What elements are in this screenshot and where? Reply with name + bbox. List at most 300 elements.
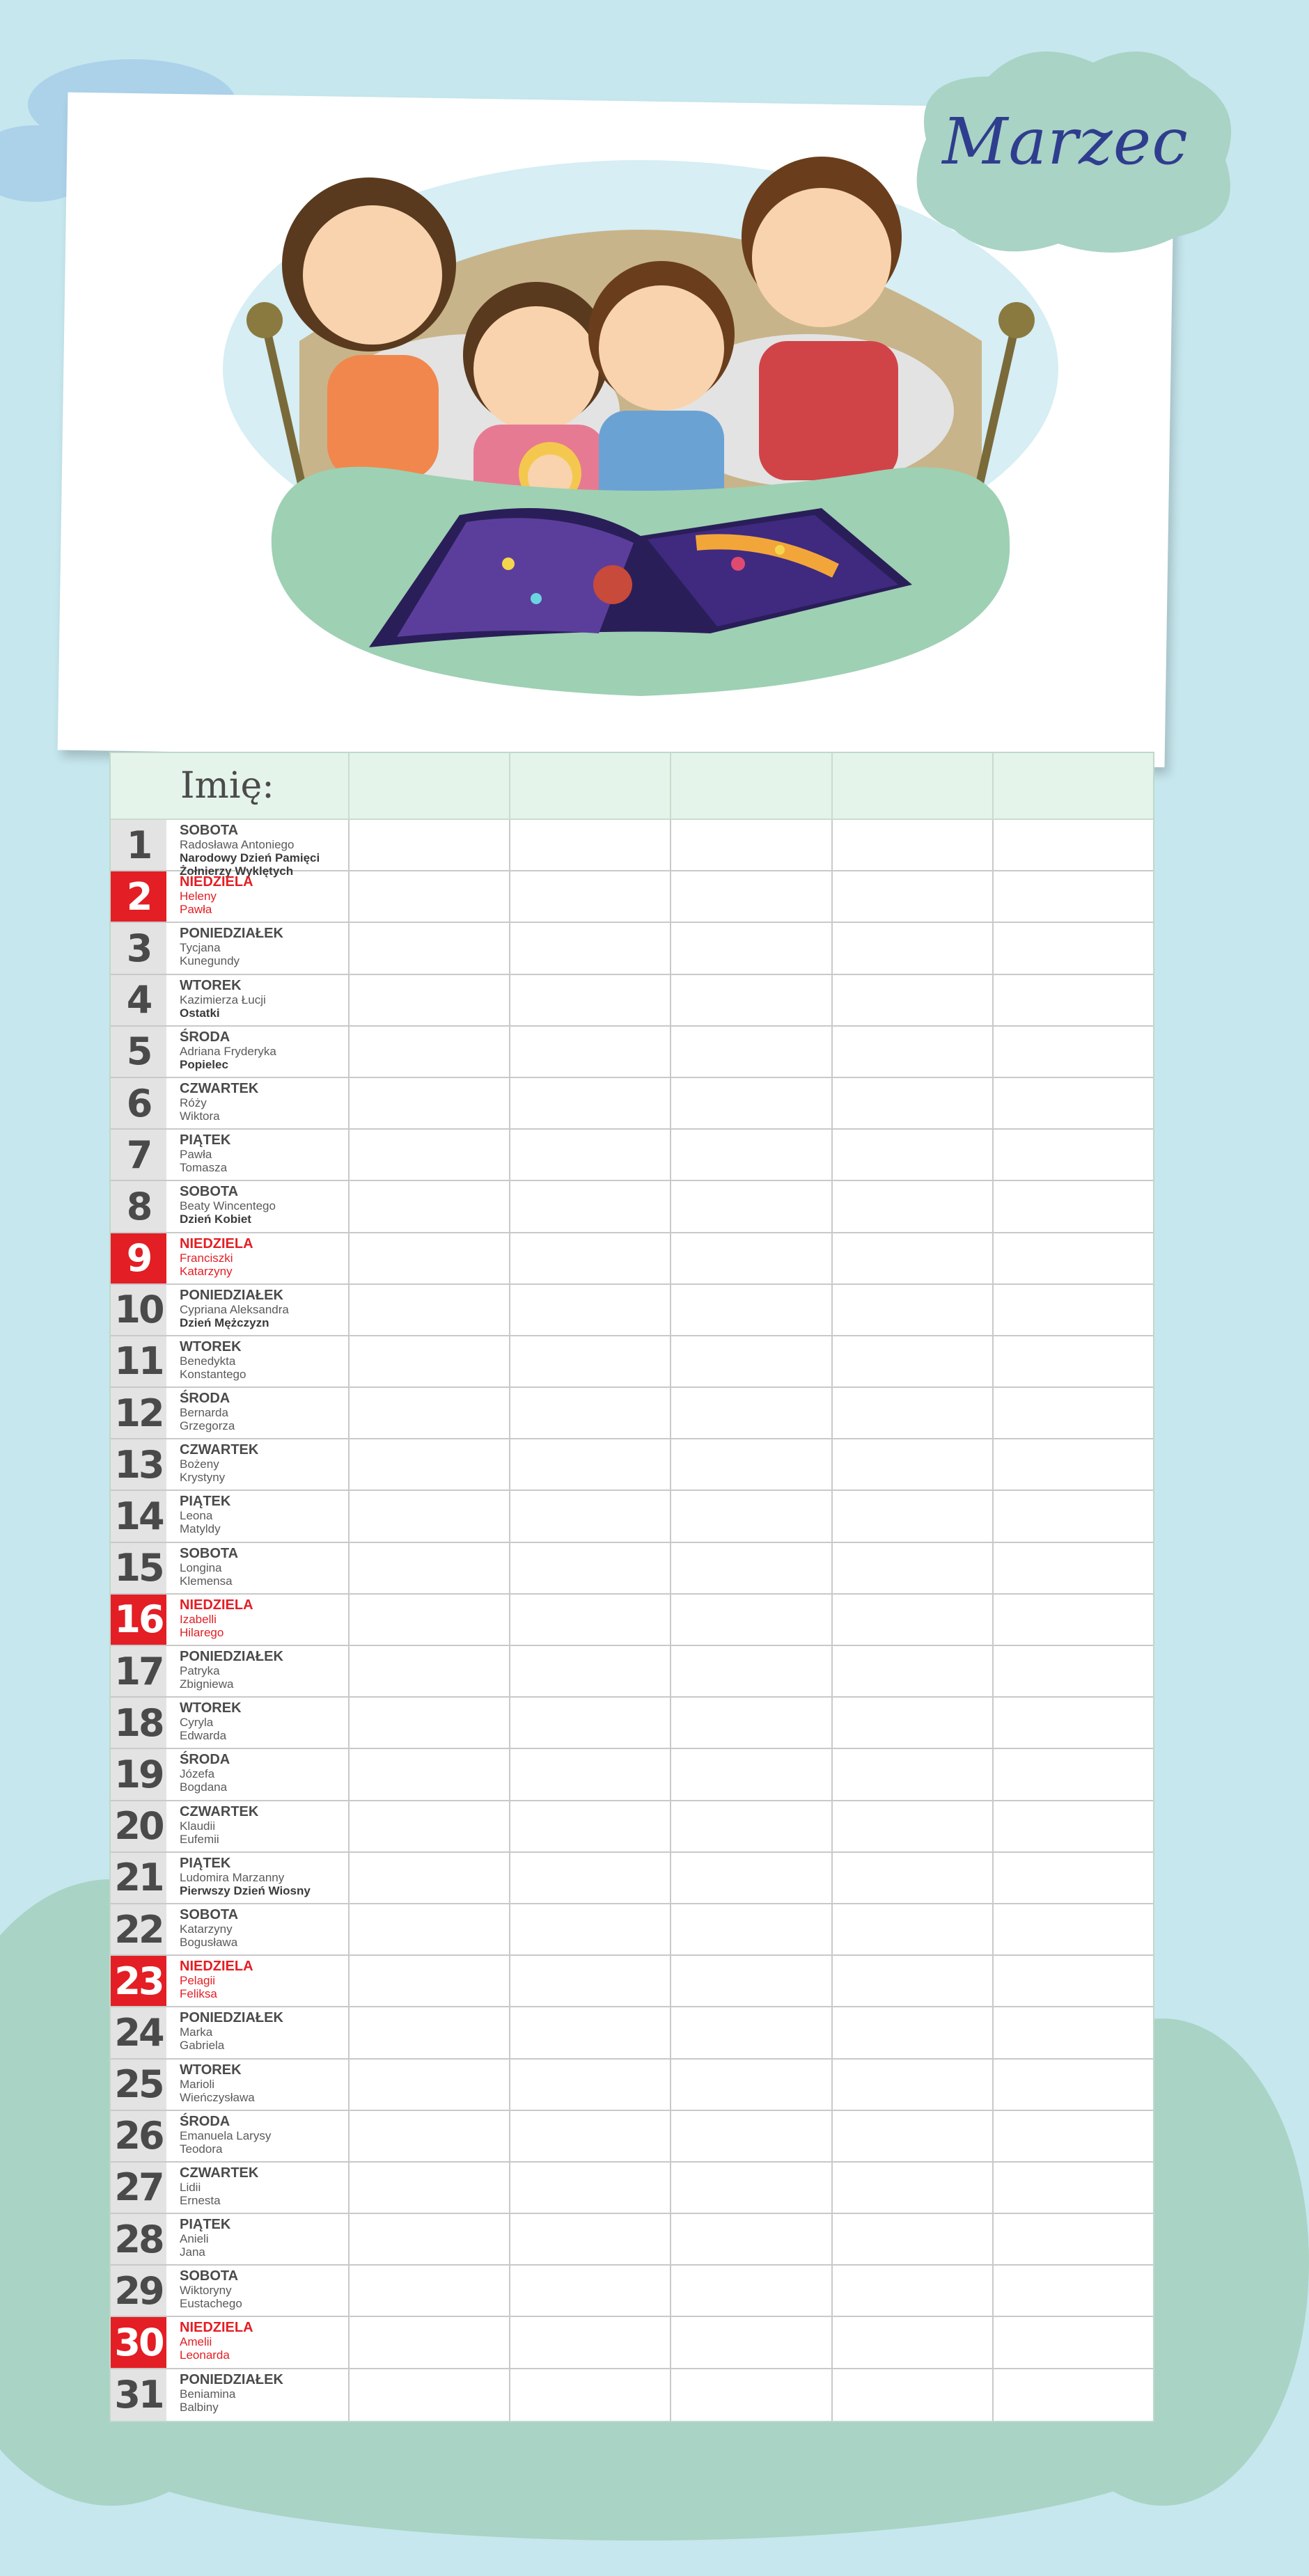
- name-day: Matyldy: [180, 1522, 221, 1536]
- day-number: 25: [111, 2060, 166, 2110]
- entry-cell[interactable]: [350, 2163, 510, 2213]
- entry-cell[interactable]: [994, 1698, 1153, 1748]
- entry-cell[interactable]: [350, 1078, 510, 1128]
- entry-cell[interactable]: [350, 923, 510, 973]
- name-day: Zbigniewa: [180, 1677, 234, 1691]
- holiday-label: Dzień Kobiet: [180, 1212, 251, 1226]
- name-entry-column-3[interactable]: [671, 753, 832, 819]
- weekday-label: PONIEDZIAŁEK: [180, 2371, 283, 2387]
- entry-cell[interactable]: [510, 2317, 671, 2367]
- table-row: [111, 1904, 1153, 1956]
- entry-cell[interactable]: [510, 1285, 671, 1335]
- entry-cell[interactable]: [994, 1285, 1153, 1335]
- day-number: 12: [111, 1388, 166, 1438]
- entry-cell[interactable]: [671, 1749, 832, 1799]
- weekday-label: PIĄTEK: [180, 2217, 231, 2233]
- entry-cell[interactable]: [994, 975, 1153, 1025]
- name-day: Józefa: [180, 1767, 215, 1781]
- name-day: Pelagii: [180, 1974, 216, 1988]
- entry-cell[interactable]: [994, 2214, 1153, 2264]
- entry-cell[interactable]: [350, 1233, 510, 1283]
- month-title: Marzec: [942, 104, 1189, 179]
- entry-cell[interactable]: [671, 2214, 832, 2264]
- entry-cell[interactable]: [510, 2007, 671, 2057]
- table-row: [111, 1646, 1153, 1698]
- day-number: 4: [111, 975, 166, 1025]
- entry-cell[interactable]: [671, 1646, 832, 1696]
- entry-cell[interactable]: [510, 1130, 671, 1180]
- entry-cell[interactable]: [994, 1646, 1153, 1696]
- entry-cell[interactable]: [671, 1388, 832, 1438]
- name-day: Izabelli: [180, 1612, 217, 1626]
- table-row: [111, 975, 1153, 1027]
- entry-cell[interactable]: [350, 2007, 510, 2057]
- entry-cell[interactable]: [510, 871, 671, 922]
- entry-cell[interactable]: [350, 2111, 510, 2161]
- name-day: Feliksa: [180, 1987, 217, 2001]
- name-day: Konstantego: [180, 1367, 246, 1381]
- entry-cell[interactable]: [510, 1956, 671, 2006]
- entry-cell[interactable]: [510, 1749, 671, 1799]
- entry-cell[interactable]: [510, 1595, 671, 1645]
- entry-cell[interactable]: [510, 2111, 671, 2161]
- day-info: [166, 1439, 350, 1490]
- day-info: [166, 2214, 350, 2264]
- entry-cell[interactable]: [994, 2111, 1153, 2161]
- day-info: [166, 1078, 350, 1128]
- entry-cell[interactable]: [994, 1904, 1153, 1954]
- entry-cell[interactable]: [833, 1801, 994, 1851]
- entry-cell[interactable]: [350, 1491, 510, 1541]
- entry-cell[interactable]: [833, 1749, 994, 1799]
- day-info: [166, 1388, 350, 1438]
- name-day: Leona: [180, 1509, 213, 1523]
- name-day: Róży: [180, 1096, 207, 1109]
- weekday-label: PONIEDZIAŁEK: [180, 926, 283, 942]
- entry-cell[interactable]: [671, 1801, 832, 1851]
- weekday-label: PONIEDZIAŁEK: [180, 2010, 283, 2026]
- day-number: 28: [111, 2214, 166, 2264]
- table-row: [111, 871, 1153, 923]
- entry-cell[interactable]: [671, 1078, 832, 1128]
- entry-cell[interactable]: [671, 1543, 832, 1593]
- day-number: 27: [111, 2163, 166, 2213]
- calendar-table: [109, 752, 1154, 2422]
- entry-cell[interactable]: [350, 1285, 510, 1335]
- entry-cell[interactable]: [350, 2369, 510, 2421]
- day-info: [166, 923, 350, 973]
- entry-cell[interactable]: [994, 1595, 1153, 1645]
- entry-cell[interactable]: [833, 975, 994, 1025]
- entry-cell[interactable]: [350, 1130, 510, 1180]
- entry-cell[interactable]: [671, 2369, 832, 2421]
- entry-cell[interactable]: [671, 2060, 832, 2110]
- entry-cell[interactable]: [833, 1595, 994, 1645]
- entry-cell[interactable]: [833, 2214, 994, 2264]
- day-number: 1: [111, 820, 166, 870]
- name-entry-column-2[interactable]: [510, 753, 671, 819]
- entry-cell[interactable]: [510, 2266, 671, 2316]
- entry-cell[interactable]: [833, 2369, 994, 2421]
- table-row: [111, 1388, 1153, 1439]
- day-number: 24: [111, 2007, 166, 2057]
- entry-cell[interactable]: [350, 1181, 510, 1231]
- holiday-label: Narodowy Dzień Pamięci Żołnierzy Wyklętych: [180, 851, 320, 878]
- entry-cell[interactable]: [350, 1801, 510, 1851]
- table-row: [111, 1336, 1153, 1388]
- day-info: [166, 820, 350, 878]
- entry-cell[interactable]: [510, 1078, 671, 1128]
- entry-cell[interactable]: [833, 1181, 994, 1231]
- holiday-label: Popielec: [180, 1057, 228, 1071]
- name-day: Beniamina: [180, 2387, 236, 2401]
- day-info: [166, 1595, 350, 1645]
- day-number: 29: [111, 2266, 166, 2316]
- name-entry-column-4[interactable]: [833, 753, 994, 819]
- entry-cell[interactable]: [350, 820, 510, 870]
- entry-cell[interactable]: [510, 1491, 671, 1541]
- entry-cell[interactable]: [833, 1646, 994, 1696]
- weekday-label: WTOREK: [180, 1338, 242, 1354]
- entry-cell[interactable]: [350, 1956, 510, 2006]
- entry-cell[interactable]: [350, 1853, 510, 1903]
- entry-cell[interactable]: [994, 1801, 1153, 1851]
- day-number: 21: [111, 1853, 166, 1903]
- table-row: [111, 1078, 1153, 1130]
- day-info: [166, 2266, 350, 2316]
- name-day: Beaty Wincentego: [180, 1199, 276, 1213]
- weekday-label: ŚRODA: [180, 1029, 230, 1045]
- entry-cell[interactable]: [994, 1181, 1153, 1231]
- name-day: Wieńczysława: [180, 2090, 255, 2104]
- entry-cell[interactable]: [510, 1027, 671, 1077]
- entry-cell[interactable]: [994, 2060, 1153, 2110]
- table-row: [111, 1698, 1153, 1749]
- entry-cell[interactable]: [510, 1698, 671, 1748]
- table-row: [111, 1543, 1153, 1595]
- name-day: Pawła: [180, 903, 212, 917]
- entry-cell[interactable]: [350, 2317, 510, 2367]
- entry-cell[interactable]: [833, 1285, 994, 1335]
- entry-cell[interactable]: [833, 1336, 994, 1386]
- name-day: Edwarda: [180, 1729, 227, 1743]
- entry-cell[interactable]: [994, 1130, 1153, 1180]
- entry-cell[interactable]: [994, 2369, 1153, 2421]
- entry-cell[interactable]: [671, 1130, 832, 1180]
- day-info: [166, 1853, 350, 1903]
- entry-cell[interactable]: [833, 1698, 994, 1748]
- entry-cell[interactable]: [510, 1904, 671, 1954]
- entry-cell[interactable]: [510, 1336, 671, 1386]
- weekday-label: PONIEDZIAŁEK: [180, 1287, 283, 1303]
- entry-cell[interactable]: [833, 1904, 994, 1954]
- weekday-label: PONIEDZIAŁEK: [180, 1649, 283, 1664]
- weekday-label: ŚRODA: [180, 1752, 230, 1768]
- day-info: [166, 2007, 350, 2057]
- table-row: [111, 2317, 1153, 2369]
- table-row: [111, 2214, 1153, 2266]
- entry-cell[interactable]: [994, 1078, 1153, 1128]
- day-info: [166, 2060, 350, 2110]
- entry-cell[interactable]: [833, 2317, 994, 2367]
- weekday-label: NIEDZIELA: [180, 874, 253, 890]
- name-day: Klaudii: [180, 1819, 216, 1833]
- weekday-label: CZWARTEK: [180, 1803, 259, 1819]
- weekday-label: ŚRODA: [180, 2113, 230, 2129]
- day-info: [166, 2317, 350, 2367]
- entry-cell[interactable]: [671, 1595, 832, 1645]
- entry-cell[interactable]: [833, 923, 994, 973]
- day-info: [166, 1491, 350, 1541]
- entry-cell[interactable]: [671, 1853, 832, 1903]
- table-row: [111, 2060, 1153, 2111]
- entry-cell[interactable]: [671, 1181, 832, 1231]
- entry-cell[interactable]: [350, 2266, 510, 2316]
- entry-cell[interactable]: [350, 1439, 510, 1490]
- entry-cell[interactable]: [833, 1027, 994, 1077]
- name-day: Wiktoryny: [180, 2284, 232, 2298]
- name-day: Tycjana: [180, 941, 221, 955]
- day-info: [166, 1233, 350, 1283]
- name-day: Ernesta: [180, 2193, 221, 2207]
- day-info: [166, 2369, 350, 2421]
- name-day: Adriana Fryderyka: [180, 1044, 276, 1058]
- entry-cell[interactable]: [833, 1956, 994, 2006]
- holiday-label: Dzień Mężczyzn: [180, 1315, 269, 1329]
- table-row: [111, 2369, 1153, 2421]
- entry-cell[interactable]: [671, 2266, 832, 2316]
- entry-cell[interactable]: [833, 1233, 994, 1283]
- table-row: [111, 1853, 1153, 1904]
- name-day: Tomasza: [180, 1161, 228, 1175]
- weekday-label: NIEDZIELA: [180, 1597, 253, 1613]
- name-day: Klemensa: [180, 1574, 233, 1588]
- entry-cell[interactable]: [671, 975, 832, 1025]
- entry-cell[interactable]: [833, 2007, 994, 2057]
- weekday-label: NIEDZIELA: [180, 1959, 253, 1975]
- name-day: Ludomira Marzanny: [180, 1870, 285, 1884]
- name-day: Hilarego: [180, 1625, 224, 1639]
- entry-cell[interactable]: [350, 1749, 510, 1799]
- entry-cell[interactable]: [350, 1543, 510, 1593]
- entry-cell[interactable]: [350, 871, 510, 922]
- name-day: Eustachego: [180, 2297, 242, 2311]
- entry-cell[interactable]: [994, 1439, 1153, 1490]
- entry-cell[interactable]: [671, 1285, 832, 1335]
- entry-cell[interactable]: [350, 1698, 510, 1748]
- day-info: [166, 1285, 350, 1335]
- entry-cell[interactable]: [510, 1801, 671, 1851]
- weekday-label: CZWARTEK: [180, 1442, 259, 1458]
- entry-cell[interactable]: [833, 2111, 994, 2161]
- entry-cell[interactable]: [510, 820, 671, 870]
- entry-cell[interactable]: [994, 923, 1153, 973]
- entry-cell[interactable]: [510, 975, 671, 1025]
- entry-cell[interactable]: [994, 2317, 1153, 2367]
- name-day: Benedykta: [180, 1354, 236, 1368]
- entry-cell[interactable]: [350, 2060, 510, 2110]
- name-day: Cyryla: [180, 1716, 214, 1730]
- entry-cell[interactable]: [994, 1543, 1153, 1593]
- entry-cell[interactable]: [833, 820, 994, 870]
- table-row: [111, 2111, 1153, 2163]
- day-info: [166, 1698, 350, 1748]
- table-row: [111, 1595, 1153, 1646]
- entry-cell[interactable]: [671, 871, 832, 922]
- entry-cell[interactable]: [671, 2163, 832, 2213]
- entry-cell[interactable]: [994, 1956, 1153, 2006]
- entry-cell[interactable]: [350, 1336, 510, 1386]
- entry-cell[interactable]: [994, 2266, 1153, 2316]
- day-number: 3: [111, 923, 166, 973]
- day-info: [166, 1801, 350, 1851]
- name-day: Bernarda: [180, 1406, 228, 1420]
- name-entry-column-5[interactable]: [994, 753, 1153, 819]
- name-day: Amelii: [180, 2335, 212, 2349]
- day-info: [166, 1646, 350, 1696]
- weekday-label: CZWARTEK: [180, 1080, 259, 1096]
- entry-cell[interactable]: [671, 923, 832, 973]
- entry-cell[interactable]: [510, 2369, 671, 2421]
- weekday-label: SOBOTA: [180, 1906, 239, 1922]
- entry-cell[interactable]: [833, 1543, 994, 1593]
- entry-cell[interactable]: [994, 820, 1153, 870]
- day-info: [166, 1904, 350, 1954]
- day-number: 23: [111, 1956, 166, 2006]
- table-row: [111, 1130, 1153, 1181]
- entry-cell[interactable]: [671, 1233, 832, 1283]
- entry-cell[interactable]: [994, 1491, 1153, 1541]
- entry-cell[interactable]: [671, 2317, 832, 2367]
- entry-cell[interactable]: [671, 1027, 832, 1077]
- table-row: [111, 923, 1153, 974]
- day-number: 30: [111, 2317, 166, 2367]
- weekday-label: SOBOTA: [180, 1184, 239, 1200]
- entry-cell[interactable]: [350, 1646, 510, 1696]
- table-row: [111, 2007, 1153, 2059]
- entry-cell[interactable]: [833, 1078, 994, 1128]
- entry-cell[interactable]: [510, 1439, 671, 1490]
- entry-cell[interactable]: [510, 1181, 671, 1231]
- name-day: Bogusława: [180, 1935, 238, 1949]
- entry-cell[interactable]: [350, 1388, 510, 1438]
- table-header: [111, 753, 1153, 820]
- entry-cell[interactable]: [994, 2163, 1153, 2213]
- entry-cell[interactable]: [994, 1388, 1153, 1438]
- name-day: Bożeny: [180, 1457, 219, 1471]
- entry-cell[interactable]: [994, 1749, 1153, 1799]
- name-day: Eufemii: [180, 1832, 219, 1846]
- name-day: Katarzyny: [180, 1264, 233, 1278]
- entry-cell[interactable]: [510, 2163, 671, 2213]
- day-number: 5: [111, 1027, 166, 1077]
- entry-cell[interactable]: [833, 1388, 994, 1438]
- name-day: Krystyny: [180, 1471, 226, 1485]
- entry-cell[interactable]: [833, 871, 994, 922]
- weekday-label: WTOREK: [180, 977, 242, 993]
- entry-cell[interactable]: [671, 1336, 832, 1386]
- entry-cell[interactable]: [671, 1439, 832, 1490]
- day-number: 18: [111, 1698, 166, 1748]
- entry-cell[interactable]: [833, 1439, 994, 1490]
- entry-cell[interactable]: [994, 871, 1153, 922]
- entry-cell[interactable]: [994, 1027, 1153, 1077]
- entry-cell[interactable]: [510, 1388, 671, 1438]
- table-row: [111, 1749, 1153, 1801]
- entry-cell[interactable]: [671, 1904, 832, 1954]
- entry-cell[interactable]: [510, 1233, 671, 1283]
- entry-cell[interactable]: [350, 1027, 510, 1077]
- entry-cell[interactable]: [510, 1646, 671, 1696]
- name-entry-column-1[interactable]: [350, 753, 510, 819]
- day-number: 26: [111, 2111, 166, 2161]
- entry-cell[interactable]: [510, 2060, 671, 2110]
- holiday-label: Pierwszy Dzień Wiosny: [180, 1883, 311, 1897]
- name-day: Teodora: [180, 2142, 223, 2156]
- entry-cell[interactable]: [994, 1233, 1153, 1283]
- day-number: 10: [111, 1285, 166, 1335]
- name-day: Gabriela: [180, 2039, 225, 2053]
- entry-cell[interactable]: [833, 1853, 994, 1903]
- name-day: Longina: [180, 1560, 222, 1574]
- day-info: [166, 1130, 350, 1180]
- entry-cell[interactable]: [510, 1543, 671, 1593]
- day-number: 9: [111, 1233, 166, 1283]
- table-row: [111, 1027, 1153, 1078]
- entry-cell[interactable]: [350, 2214, 510, 2264]
- entry-cell[interactable]: [510, 2214, 671, 2264]
- entry-cell[interactable]: [671, 820, 832, 870]
- entry-cell[interactable]: [833, 2060, 994, 2110]
- weekday-label: NIEDZIELA: [180, 1235, 253, 1251]
- entry-cell[interactable]: [350, 1595, 510, 1645]
- table-row: [111, 1491, 1153, 1542]
- entry-cell[interactable]: [671, 2111, 832, 2161]
- day-number: 16: [111, 1595, 166, 1645]
- name-day: Heleny: [180, 890, 217, 903]
- entry-cell[interactable]: [833, 2266, 994, 2316]
- entry-cell[interactable]: [833, 1130, 994, 1180]
- entry-cell[interactable]: [833, 2163, 994, 2213]
- entry-cell[interactable]: [994, 1336, 1153, 1386]
- entry-cell[interactable]: [671, 1956, 832, 2006]
- entry-cell[interactable]: [994, 1853, 1153, 1903]
- day-info: [166, 2163, 350, 2213]
- entry-cell[interactable]: [510, 1853, 671, 1903]
- weekday-label: SOBOTA: [180, 1545, 239, 1561]
- entry-cell[interactable]: [350, 975, 510, 1025]
- name-day: Marioli: [180, 2077, 215, 2091]
- day-number: 17: [111, 1646, 166, 1696]
- table-row: [111, 1801, 1153, 1853]
- name-day: Franciszki: [180, 1251, 233, 1265]
- name-day: Lidii: [180, 2180, 201, 2194]
- entry-cell[interactable]: [671, 1491, 832, 1541]
- name-day: Bogdana: [180, 1780, 228, 1794]
- entry-cell[interactable]: [350, 1904, 510, 1954]
- entry-cell[interactable]: [994, 2007, 1153, 2057]
- name-day: Jana: [180, 2245, 205, 2259]
- day-info: [166, 1027, 350, 1077]
- day-number: 7: [111, 1130, 166, 1180]
- weekday-label: SOBOTA: [180, 2268, 239, 2284]
- day-info: [166, 1749, 350, 1799]
- entry-cell[interactable]: [510, 923, 671, 973]
- entry-cell[interactable]: [833, 1491, 994, 1541]
- entry-cell[interactable]: [671, 1698, 832, 1748]
- entry-cell[interactable]: [671, 2007, 832, 2057]
- table-row: [111, 1956, 1153, 2007]
